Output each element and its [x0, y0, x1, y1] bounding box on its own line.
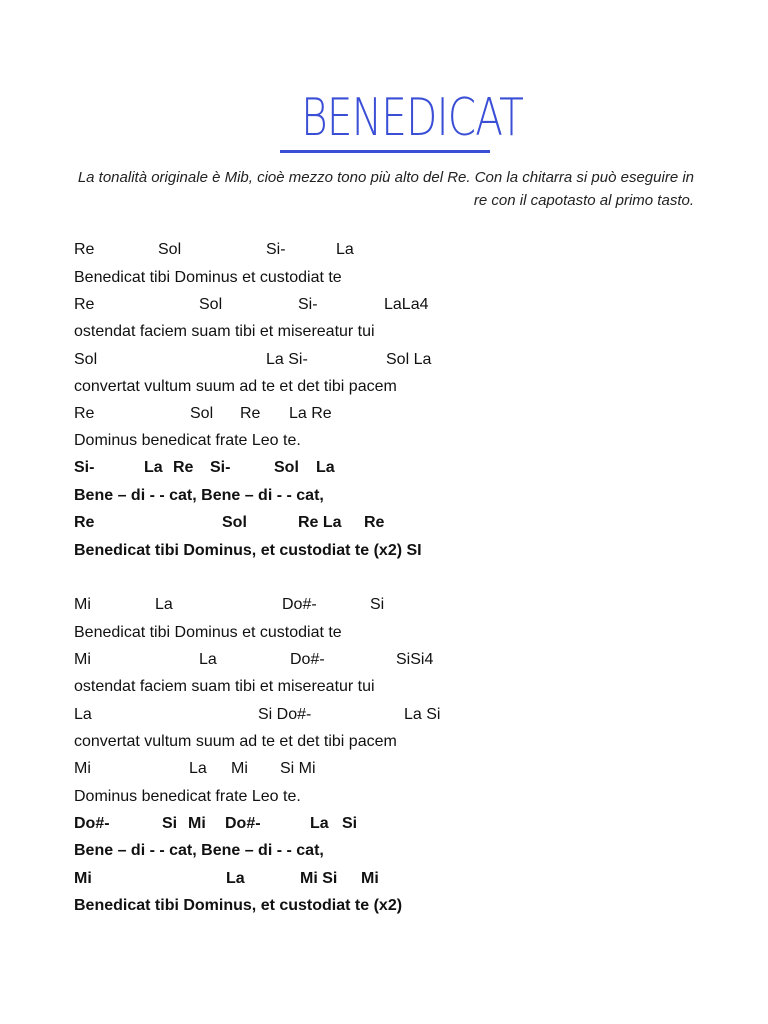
chord: Mi [74, 760, 91, 777]
chord: Sol [158, 241, 182, 258]
chord: La Re [289, 405, 332, 422]
chord: SiSi4 [396, 651, 434, 668]
chord: Si [162, 815, 178, 832]
chord: La [336, 241, 354, 258]
chord: LaLa4 [384, 296, 429, 313]
chord: Do#- [290, 651, 325, 668]
chord: La Si [404, 706, 441, 723]
chord: Do#- [74, 815, 110, 832]
lyric-line: Dominus benedicat frate Leo te. [74, 432, 301, 449]
chord: La [189, 760, 207, 777]
chord: Si [370, 596, 385, 613]
chord: La [155, 596, 173, 613]
intro-note: La tonalità originale è Mib, cioè mezzo tono più alto del Re. Con la chitarra si può eseguire in re con il capotasto al primo tasto. [77, 169, 694, 209]
chord: Re [364, 514, 385, 531]
chord: Mi [74, 651, 91, 668]
chord: Re [74, 514, 95, 531]
lyric-line: Benedicat tibi Dominus, et custodiat te (x2) [74, 897, 403, 914]
chord: Si- [298, 296, 318, 313]
chord: Si [342, 815, 358, 832]
chord: Mi [361, 870, 379, 887]
chord: La Si- [266, 351, 308, 368]
lyric-line: Dominus benedicat frate Leo te. [74, 788, 301, 805]
chord: La [226, 870, 245, 887]
chord: Sol [199, 296, 223, 313]
chord: Sol La [386, 351, 432, 368]
lyric-line: convertat vultum suum ad te et det tibi pacem [74, 733, 397, 750]
chord: Sol [74, 351, 98, 368]
chord: Re [240, 405, 261, 422]
lyric-line: ostendat faciem suam tibi et misereatur tui [74, 323, 375, 340]
chord: Do#- [282, 596, 317, 613]
lyric-line: Bene – di - - cat, Bene – di - - cat, [74, 487, 324, 504]
chord: Re [74, 405, 95, 422]
chord: Mi Si [300, 870, 338, 887]
chord: Si- [210, 459, 231, 476]
chord: Si- [266, 241, 286, 258]
lyric-line: Benedicat tibi Dominus et custodiat te [74, 269, 342, 286]
chord: Mi [231, 760, 248, 777]
chord: La [316, 459, 335, 476]
lyric-line: Benedicat tibi Dominus, et custodiat te (x2) SI [74, 542, 422, 559]
chord: Si- [74, 459, 95, 476]
chord: La [199, 651, 217, 668]
chord: Re [74, 241, 95, 258]
chord: Mi [74, 596, 91, 613]
chord: La [74, 706, 92, 723]
song-title: BENEDICAT [301, 88, 524, 148]
chord: Re La [298, 514, 342, 531]
chord: Re [173, 459, 194, 476]
lyric-line: Benedicat tibi Dominus et custodiat te [74, 624, 342, 641]
chord: Mi [74, 870, 92, 887]
chord: Re [74, 296, 95, 313]
chord: Sol [190, 405, 214, 422]
chord: Sol [274, 459, 299, 476]
chord: Do#- [225, 815, 261, 832]
chord: La [310, 815, 329, 832]
lyric-line: ostendat faciem suam tibi et misereatur tui [74, 678, 375, 695]
lyric-line: convertat vultum suum ad te et det tibi pacem [74, 378, 397, 395]
lyric-line: Bene – di - - cat, Bene – di - - cat, [74, 842, 324, 859]
chord: La [144, 459, 163, 476]
chord: Si Mi [280, 760, 316, 777]
chord: Si Do#- [258, 706, 312, 723]
title-underline [280, 150, 490, 153]
chord: Mi [188, 815, 206, 832]
chord: Sol [222, 514, 247, 531]
